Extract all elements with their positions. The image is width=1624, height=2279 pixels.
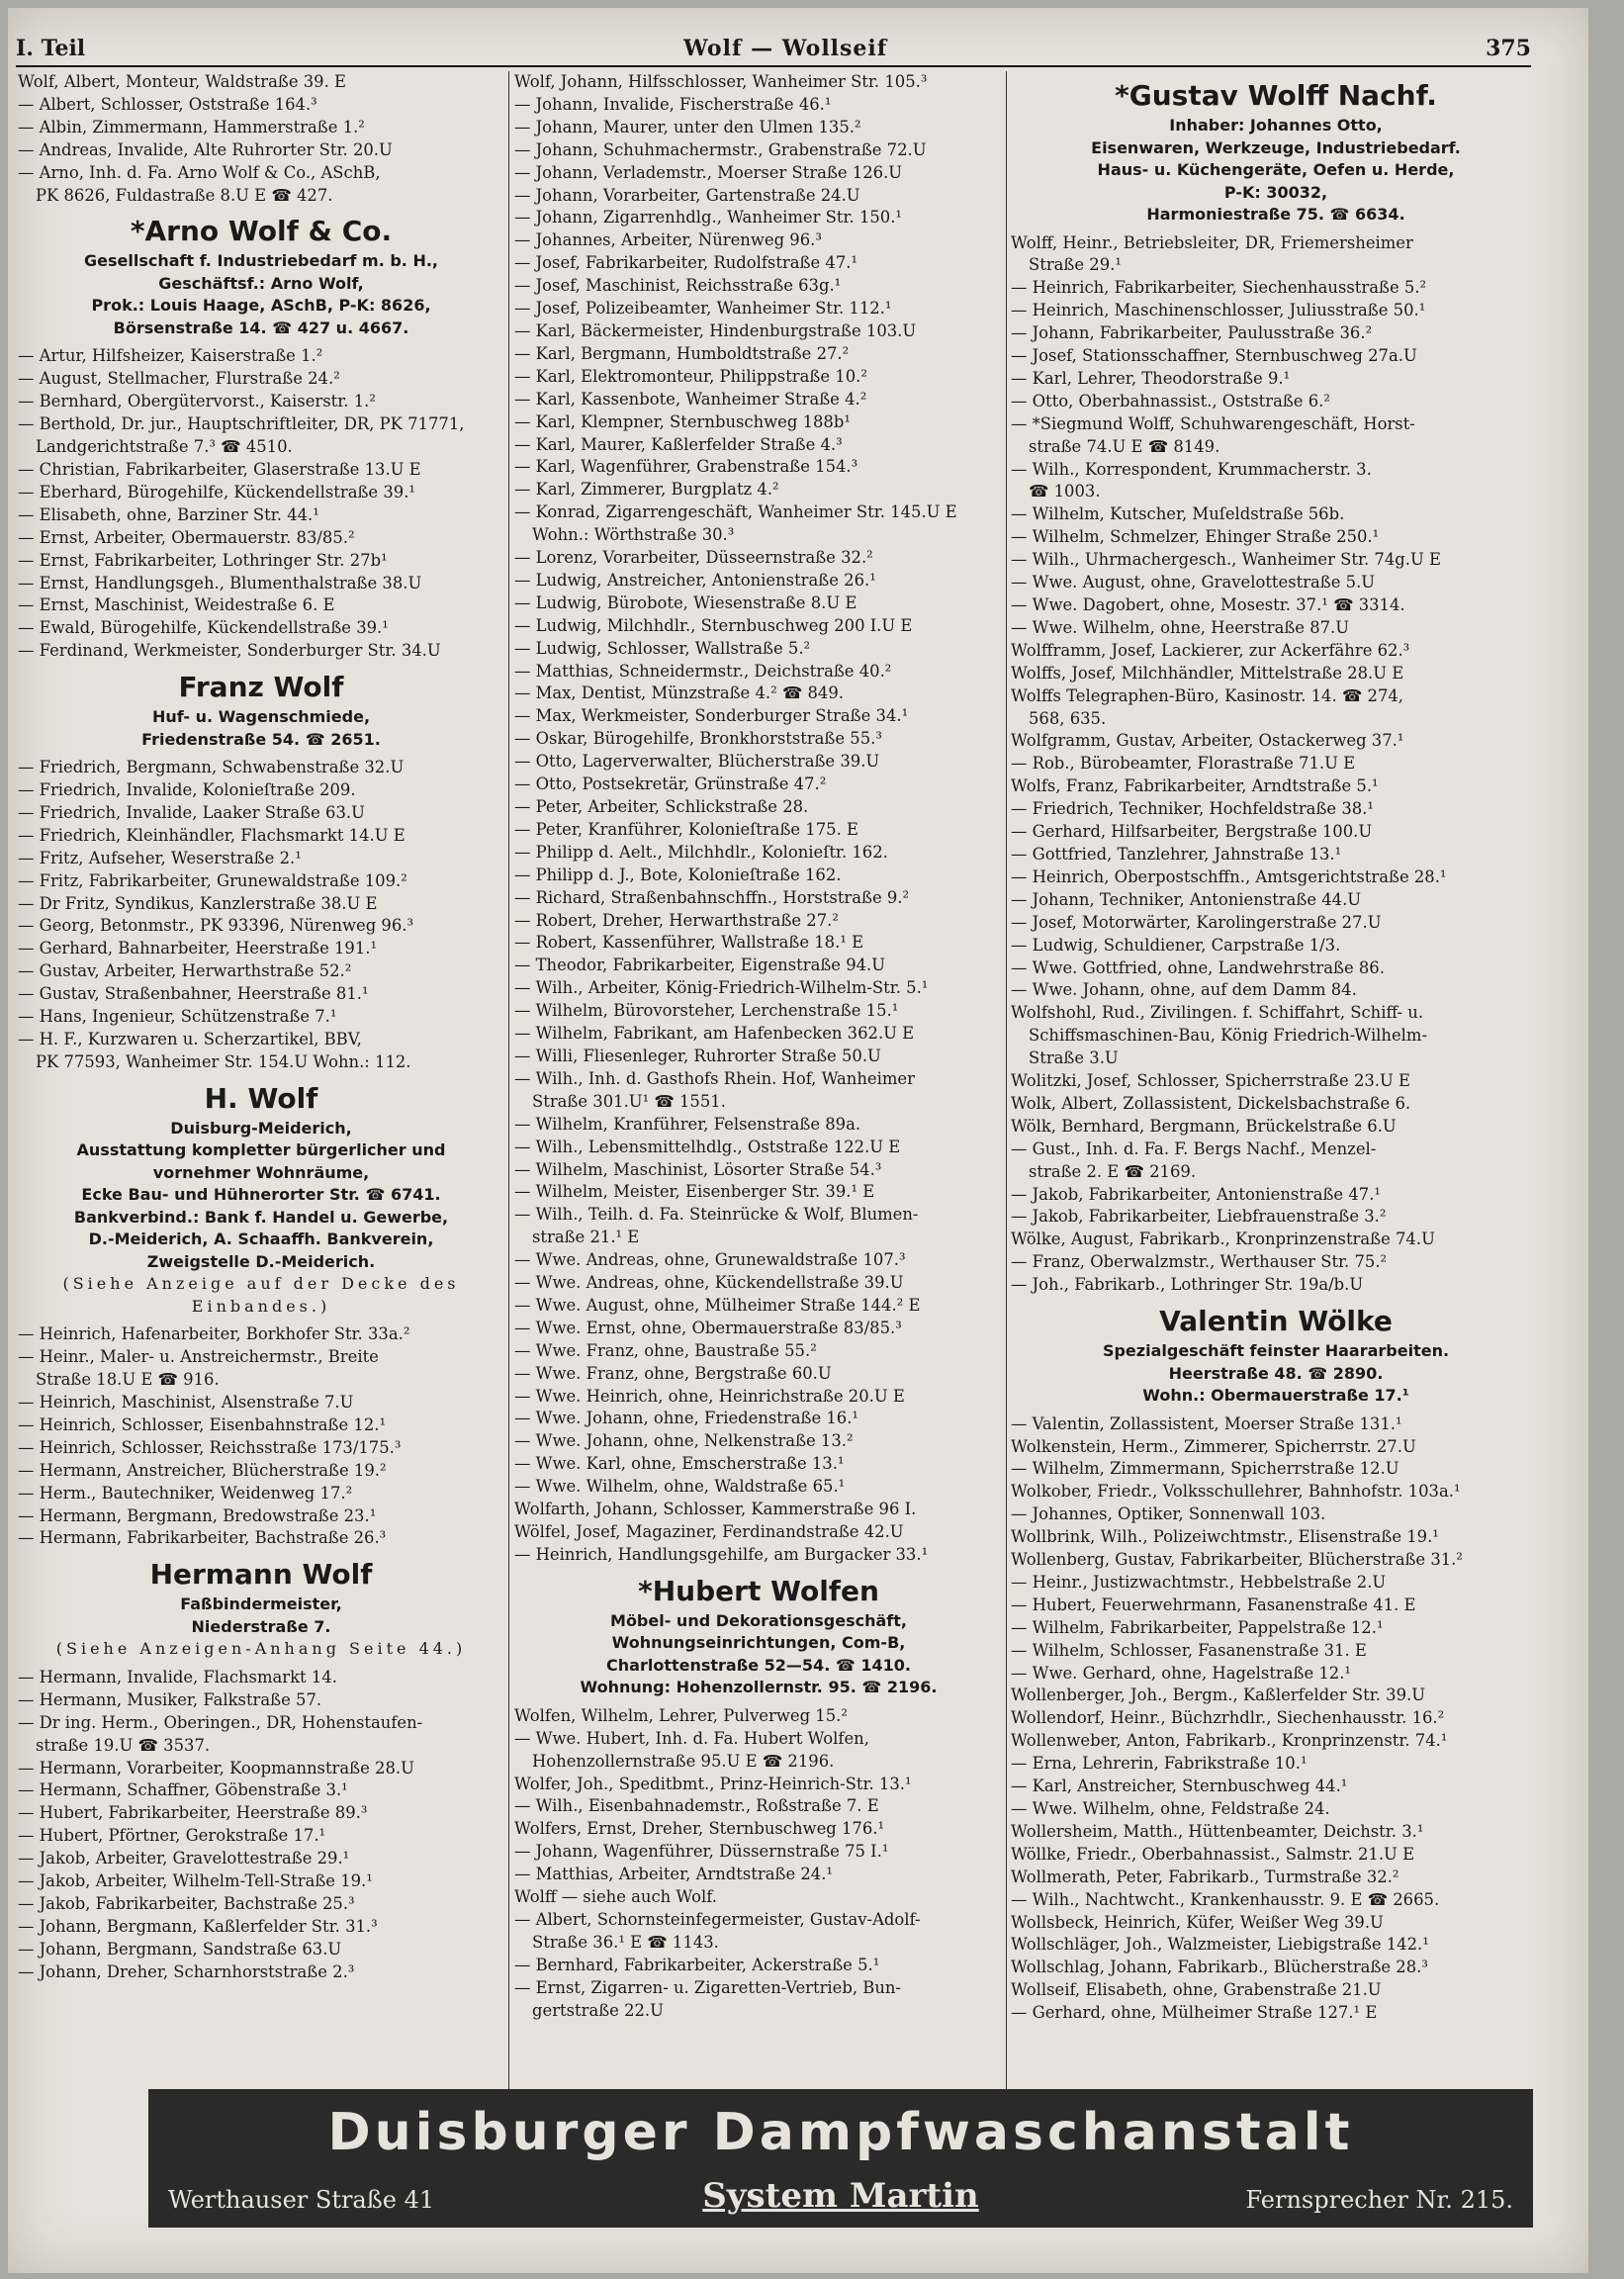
advertisement-line: Möbel- und Dekorationsgeschäft, [610, 1610, 907, 1630]
directory-entry: — Wilhelm, Zimmermann, Spicherrstraße 12.U [1011, 1459, 1399, 1479]
directory-entry: Wolfshohl, Rud., Zivilingen. f. Schiffahrt, Schiff- u. [1011, 1003, 1424, 1023]
directory-entry-continuation: straße 19.U ☎ 3537. [36, 1735, 211, 1755]
advertisement-block [18, 1080, 504, 1319]
directory-entry: — Ernst, Handlungsgeh., Blumenthalstraße 38.U [18, 573, 422, 593]
header-rule [16, 65, 1531, 67]
directory-entry: Wölke, August, Fabrikarb., Kronprinzenstraße 74.U [1011, 1230, 1435, 1249]
directory-entry: — Karl, Lehrer, Theodorstraße 9.¹ [1011, 368, 1291, 388]
advertisement-line: Inhaber: Johannes Otto, [1169, 116, 1383, 135]
directory-entry: — Wwe. Andreas, ohne, Kückendellstraße 39.U [514, 1273, 904, 1293]
directory-entry: — Albin, Zimmermann, Hammerstraße 1.² [18, 117, 365, 137]
directory-entry: — Wwe. Heinrich, ohne, Heinrichstraße 20.U E [514, 1386, 905, 1406]
footer-phone: Fernsprecher Nr. 215. [1245, 2186, 1513, 2214]
advertisement-line: Duisburg-Meiderich, [170, 1118, 352, 1138]
advertisement-line: Geschäftsf.: Arno Wolf, [158, 273, 364, 293]
directory-entry: — Wilhelm, Fabrikarbeiter, Pappelstraße 12.¹ [1011, 1617, 1384, 1637]
directory-entry: — Peter, Kranführer, Kolonieſtraße 175. E [514, 819, 858, 839]
directory-entry: — Josef, Motorwärter, Karolingerstraße 27.U [1011, 912, 1382, 932]
directory-entry: — Heinrich, Fabrikarbeiter, Siechenhausstraße 5.² [1011, 278, 1427, 298]
directory-entry: — Karl, Bäckermeister, Hindenburgstraße 103.U [514, 320, 917, 340]
directory-entry: — Peter, Arbeiter, Schlickstraße 28. [514, 797, 809, 816]
directory-entry: — Robert, Dreher, Herwarthstraße 27.² [514, 910, 839, 930]
directory-entry: — Ernst, Fabrikarbeiter, Lothringer Str. 27b¹ [18, 550, 388, 570]
directory-entry: — Wwe. Gottfried, ohne, Landwehrstraße 86. [1011, 957, 1385, 977]
directory-entry: — Heinr., Maler- u. Anstreichermstr., Breite [18, 1347, 379, 1367]
directory-entry: Wollbrink, Wilh., Polizeiwchtmstr., Elisenstraße 19.¹ [1011, 1527, 1439, 1547]
directory-entry: — Johannes, Optiker, Sonnenwall 103. [1011, 1504, 1326, 1524]
directory-entry: — Heinrich, Schlosser, Reichsstraße 173/175.³ [18, 1437, 402, 1457]
directory-entry: — Wilhelm, Kutscher, Muſeldstraße 56b. [1011, 504, 1345, 524]
directory-entry: — Ludwig, Schlosser, Wallstraße 5.² [514, 638, 811, 658]
directory-entry: — Johann, Verlademstr., Moerser Straße 126.U [514, 162, 903, 182]
directory-entry: — Jakob, Arbeiter, Gravelottestraße 29.¹ [18, 1849, 350, 1869]
footer-advertisement [148, 2089, 1533, 2228]
directory-entry: — Heinrich, Handlungsgehilfe, am Burgacker 33.¹ [514, 1544, 929, 1564]
directory-entry: — Berthold, Dr. jur., Hauptschriftleiter, DR, PK 71771, [18, 414, 465, 434]
directory-entry: Wolfframm, Josef, Lackierer, zur Ackerfähre 62.³ [1011, 640, 1410, 660]
directory-entry: Wolkober, Friedr., Volksschullehrer, Bahnhofstr. 103a.¹ [1011, 1482, 1461, 1502]
directory-entry-continuation: Straße 29.¹ [1029, 255, 1122, 275]
directory-entry: — Wwe. Franz, ohne, Bergstraße 60.U [514, 1363, 832, 1383]
directory-entry: Wollschläger, Joh., Walzmeister, Liebigstraße 142.¹ [1011, 1935, 1429, 1955]
directory-entry: — Otto, Oberbahnassist., Oststraße 6.² [1011, 391, 1330, 410]
directory-entry-continuation: Straße 3.U [1029, 1048, 1119, 1068]
directory-entry-continuation: 568, 635. [1029, 708, 1107, 728]
directory-entry: — Philipp d. Aelt., Milchhdlr., Kolonieſtr. 162. [514, 842, 888, 862]
directory-entry: — Richard, Straßenbahnschffn., Horststraße 9.² [514, 887, 910, 907]
directory-entry: — Wilh., Lebensmittelhdlg., Oststraße 122.U E [514, 1137, 901, 1156]
directory-entry: — Hermann, Schaffner, Göbenstraße 3.¹ [18, 1780, 348, 1800]
advertisement-line: Wohnungseinrichtungen, Com-B, [611, 1633, 906, 1653]
directory-entry: — Eberhard, Bürogehilfe, Kückendellstraße 39.¹ [18, 482, 415, 501]
directory-entry: — Max, Dentist, Münzstraße 4.² ☎ 849. [514, 684, 844, 703]
directory-entry-continuation: Wohn.: Wörthstraße 30.³ [532, 525, 735, 545]
directory-entry: — Konrad, Zigarrengeschäft, Wanheimer Str. 145.U E [514, 502, 957, 522]
directory-entry: — Philipp d. J., Bote, Kolonieſtraße 162. [514, 865, 842, 884]
directory-entry: Wolfer, Joh., Speditbmt., Prinz-Heinrich-Str. 13.¹ [514, 1774, 912, 1793]
directory-entry: — Oskar, Bürogehilfe, Bronkhorststraße 55.³ [514, 729, 882, 749]
directory-entry: — Arno, Inh. d. Fa. Arno Wolf & Co., ASchB, [18, 162, 381, 182]
directory-entry: — Gerhard, ohne, Mülheimer Straße 127.¹ E [1011, 2003, 1378, 2023]
advertisement-note: (Siehe Anzeigen-Anhang Seite 44.) [55, 1639, 467, 1659]
advertisement-line: Ecke Bau- und Hühnerorter Str. ☎ 6741. [81, 1185, 441, 1205]
advertisement-note: Einbandes.) [191, 1296, 331, 1316]
directory-entry: — Wwe. Dagobert, ohne, Mosestr. 37.¹ ☎ 3314. [1011, 595, 1405, 614]
directory-entry: — Wwe. Franz, ohne, Baustraße 55.² [514, 1340, 817, 1360]
directory-entry: — Hermann, Anstreicher, Blücherstraße 19.² [18, 1460, 387, 1480]
directory-entry: — Friedrich, Techniker, Hochfeldstraße 38.¹ [1011, 799, 1374, 819]
directory-entry: — Karl, Maurer, Kaßlerfelder Straße 4.³ [514, 434, 843, 454]
directory-entry: — Heinrich, Maschinenschlosser, Juliusstraße 50.¹ [1011, 301, 1426, 320]
directory-entry: — Rob., Bürobeamter, Florastraße 71.U E [1011, 754, 1356, 774]
directory-entry: — Friedrich, Bergmann, Schwabenstraße 32.U [18, 758, 405, 777]
directory-entry: Wollenweber, Anton, Fabrikarb., Kronprinzenstr. 74.¹ [1011, 1731, 1448, 1751]
directory-entry: — Otto, Lagerverwalter, Blücherstraße 39.U [514, 752, 880, 772]
directory-page [8, 8, 1588, 2273]
directory-entry: — Gustav, Straßenbahner, Heerstraße 81.¹ [18, 984, 369, 1004]
directory-entry: — Wwe. Wilhelm, ohne, Heerstraße 87.U [1011, 617, 1350, 637]
directory-entry: Wolfarth, Johann, Schlosser, Kammerstraße 96 I. [514, 1500, 917, 1519]
directory-entry: Wolfers, Ernst, Dreher, Sternbuschweg 176.¹ [514, 1819, 885, 1839]
advertisement-line: Wohn.: Obermauerstraße 17.¹ [1142, 1386, 1409, 1406]
directory-entry: — *Siegmund Wolff, Schuhwarengeschäft, Horst- [1011, 413, 1415, 433]
directory-entry: — Bernhard, Fabrikarbeiter, Ackerstraße 5.¹ [514, 1955, 880, 1974]
directory-entry: Wollenberger, Joh., Bergm., Kaßlerfelder Str. 39.U [1011, 1686, 1426, 1705]
advertisement-block [18, 669, 504, 751]
column-divider [508, 71, 509, 2099]
directory-entry: — Gerhard, Hilfsarbeiter, Bergstraße 100.U [1011, 822, 1373, 842]
directory-entry: — Wwe. Hubert, Inh. d. Fa. Hubert Wolfen, [514, 1728, 869, 1748]
advertisement-line: Faßbindermeister, [180, 1595, 342, 1614]
directory-entry: — Wwe. August, ohne, Mülheimer Straße 144.² E [514, 1295, 921, 1315]
directory-entry: — Gerhard, Bahnarbeiter, Heerstraße 191.¹ [18, 939, 378, 958]
advertisement-line: Harmoniestraße 75. ☎ 6634. [1146, 205, 1405, 224]
directory-entry: — Hermann, Invalide, Flachsmarkt 14. [18, 1667, 337, 1686]
directory-entry: — Wilhelm, Meister, Eisenberger Str. 39.¹ E [514, 1182, 875, 1202]
column-3 [1011, 71, 1541, 2099]
directory-entry: — Wilhelm, Maschinist, Lösorter Straße 54.³ [514, 1159, 882, 1179]
directory-entry: — Hubert, Pförtner, Gerokstraße 17.¹ [18, 1826, 326, 1846]
advertisement-title: Valentin Wölke [1159, 1305, 1393, 1338]
directory-entry: — Wwe. Johann, ohne, auf dem Damm 84. [1011, 980, 1357, 1000]
directory-entry: — Wwe. Wilhelm, ohne, Feldstraße 24. [1011, 1799, 1330, 1818]
directory-entry: — Wwe. Karl, ohne, Emscherstraße 13.¹ [514, 1454, 845, 1474]
advertisement-line: vornehmer Wohnräume, [152, 1162, 370, 1182]
advertisement-title: *Arno Wolf & Co. [130, 215, 393, 248]
directory-entry: — Robert, Kassenführer, Wallstraße 18.¹ E [514, 933, 864, 953]
directory-entry: Wolfen, Wilhelm, Lehrer, Pulverweg 15.² [514, 1705, 848, 1725]
directory-entry: — Otto, Postsekretär, Grünstraße 47.² [514, 775, 827, 794]
directory-entry: — Ernst, Maschinist, Weidestraße 6. E [18, 595, 335, 615]
directory-entry: Wölfel, Josef, Magaziner, Ferdinandstraße 42.U [514, 1522, 904, 1541]
directory-entry: — Fritz, Aufseher, Weserstraße 2.¹ [18, 848, 302, 867]
directory-entry: — Wilh., Nachtwcht., Krankenhausstr. 9. E ☎ 2665. [1011, 1889, 1440, 1909]
directory-entry-continuation: straße 2. E ☎ 2169. [1029, 1161, 1197, 1181]
directory-entry: — Erna, Lehrerin, Fabrikstraße 10.¹ [1011, 1754, 1308, 1774]
directory-entry-continuation: gertstraße 22.U [532, 2000, 664, 2020]
advertisement-line: Haus- u. Küchengeräte, Oefen u. Herde, [1097, 160, 1455, 179]
directory-entry-continuation: PK 8626, Fuldastraße 8.U E ☎ 427. [36, 185, 333, 205]
directory-entry: — Karl, Klempner, Sternbuschweg 188b¹ [514, 411, 851, 431]
directory-entry: — Wilhelm, Bürovorsteher, Lerchenstraße 15.¹ [514, 1001, 899, 1021]
advertisement-line: Spezialgeschäft feinster Haararbeiten. [1102, 1341, 1450, 1361]
directory-entry: — Hermann, Bergmann, Bredowstraße 23.¹ [18, 1505, 377, 1525]
directory-entry: — Wwe. Andreas, ohne, Grunewaldstraße 107.³ [514, 1250, 906, 1270]
advertisement-block [18, 213, 504, 339]
directory-entry: — Friedrich, Invalide, Kolonieſtraße 209. [18, 780, 356, 800]
directory-entry: — Wilhelm, Kranführer, Felsenstraße 89a. [514, 1114, 861, 1134]
directory-entry-continuation: Hohenzollernstraße 95.U E ☎ 2196. [532, 1751, 835, 1771]
directory-entry: — Karl, Bergmann, Humboldtstraße 27.² [514, 343, 850, 363]
advertisement-block [1011, 1303, 1541, 1408]
directory-entry: — Georg, Betonmstr., PK 93396, Nürenweg 96.³ [18, 916, 414, 936]
directory-entry: — Karl, Wagenführer, Grabenstraße 154.³ [514, 457, 858, 477]
directory-entry: — Wwe. August, ohne, Gravelottestraße 5.U [1011, 573, 1376, 593]
directory-entry: — Wilh., Eisenbahnademstr., Roßstraße 7. E [514, 1796, 879, 1816]
directory-entry: — Johann, Wagenführer, Düssernstraße 75 I.¹ [514, 1842, 889, 1862]
directory-entry: — Artur, Hilfsheizer, Kaiserstraße 1.² [18, 346, 323, 366]
directory-entry-continuation: straße 21.¹ E [532, 1228, 640, 1247]
column-1 [18, 71, 504, 2099]
advertisement-line: Niederstraße 7. [191, 1616, 331, 1636]
directory-entry: Wollendorf, Heinr., Büchzrhdlr., Siechenhausstr. 16.² [1011, 1708, 1445, 1728]
directory-entry: — Johann, Bergmann, Sandstraße 63.U [18, 1939, 342, 1959]
directory-entry: — Matthias, Schneidermstr., Deichstraße 40.² [514, 661, 892, 681]
directory-entry: — Gust., Inh. d. Fa. F. Bergs Nachf., Menzel- [1011, 1139, 1377, 1158]
footer-company: Duisburger Dampfwaschanstalt [327, 2103, 1354, 2162]
advertisement-title: H. Wolf [204, 1081, 318, 1115]
directory-entry: — Johann, Schuhmachermstr., Grabenstraße 72.U [514, 139, 927, 159]
directory-entry: — Hans, Ingenieur, Schützenstraße 7.¹ [18, 1007, 337, 1027]
directory-entry: — Jakob, Fabrikarbeiter, Liebfrauenstraße 3.² [1011, 1207, 1387, 1227]
directory-entry: — Wwe. Wilhelm, ohne, Waldstraße 65.¹ [514, 1477, 846, 1497]
directory-entry: — Heinrich, Hafenarbeiter, Borkhofer Str. 33a.² [18, 1324, 410, 1344]
directory-entry: — Ludwig, Bürobote, Wiesenstraße 8.U E [514, 593, 857, 612]
directory-entry: — Andreas, Invalide, Alte Ruhrorter Str. 20.U [18, 139, 393, 159]
directory-entry: — Jakob, Fabrikarbeiter, Bachstraße 25.³ [18, 1893, 355, 1913]
directory-entry: — Ewald, Bürogehilfe, Kückendellstraße 39.¹ [18, 618, 389, 638]
directory-entry: — Johann, Techniker, Antonienstraße 44.U [1011, 889, 1362, 909]
directory-entry: — Wilh., Inh. d. Gasthofs Rhein. Hof, Wanheimer [514, 1068, 915, 1088]
advertisement-line: Wohnung: Hohenzollernstr. 95. ☎ 2196. [580, 1678, 938, 1697]
directory-entry: — Wilh., Uhrmachergesch., Wanheimer Str. 74g.U E [1011, 550, 1441, 570]
directory-entry: — Hubert, Fabrikarbeiter, Heerstraße 89.³ [18, 1803, 368, 1823]
directory-entry: Wollschlag, Johann, Fabrikarb., Blücherstraße 28.³ [1011, 1958, 1428, 1977]
directory-entry: — Johann, Invalide, Fischerstraße 46.¹ [514, 94, 832, 114]
directory-entry: — Wwe. Gerhard, ohne, Hagelstraße 12.¹ [1011, 1663, 1352, 1683]
directory-entry: — Fritz, Fabrikarbeiter, Grunewaldstraße 109.² [18, 870, 407, 890]
running-head [16, 34, 1531, 63]
directory-entry: Wolfgramm, Gustav, Arbeiter, Ostackerweg 37.¹ [1011, 731, 1404, 751]
advertisement-line: Bankverbind.: Bank f. Handel u. Gewerbe, [73, 1207, 449, 1227]
directory-entry: — Bernhard, Obergütervorst., Kaiserstr. 1.² [18, 392, 376, 411]
directory-entry: — Karl, Elektromonteur, Philippstraße 10.² [514, 366, 867, 386]
page-number: 375 [1486, 36, 1531, 61]
directory-entry: Wölk, Bernhard, Bergmann, Brückelstraße 6.U [1011, 1116, 1397, 1136]
directory-entry: — Valentin, Zollassistent, Moerser Straße 131.¹ [1011, 1413, 1402, 1433]
directory-entry: Wolffs Telegraphen-Büro, Kasinostr. 14. ☎ 274, [1011, 685, 1404, 705]
directory-entry: — Wwe. Johann, ohne, Friedenstraße 16.¹ [514, 1409, 858, 1428]
directory-entry: — Wwe. Johann, ohne, Nelkenstraße 13.² [514, 1431, 854, 1451]
part-label: I. Teil [16, 36, 86, 61]
directory-entry: Wollersheim, Matth., Hüttenbeamter, Deichstr. 3.¹ [1011, 1821, 1424, 1841]
page-range-title: Wolf — Wollseif [683, 36, 888, 61]
directory-entry: Wolfs, Franz, Fabrikarbeiter, Arndtstraße 5.¹ [1011, 776, 1379, 796]
advertisement-title: Franz Wolf [178, 671, 344, 704]
directory-entry: — Hermann, Fabrikarbeiter, Bachstraße 26.³ [18, 1528, 387, 1548]
directory-entry-continuation: Schiffsmaschinen-Bau, König Friedrich-Wilhelm- [1029, 1026, 1428, 1046]
directory-entry: — Wwe. Ernst, ohne, Obermauerstraße 83/85.³ [514, 1318, 902, 1337]
directory-entry: — Max, Werkmeister, Sonderburger Straße 34.¹ [514, 706, 909, 726]
directory-entry: Wöllke, Friedr., Oberbahnassist., Salmstr. 21.U E [1011, 1844, 1415, 1864]
advertisement-title: *Hubert Wolfen [638, 1574, 879, 1607]
directory-entry: Wolf, Albert, Monteur, Waldstraße 39. E [18, 72, 346, 91]
directory-entry: — Johannes, Arbeiter, Nürenweg 96.³ [514, 230, 822, 250]
advertisement-block [514, 1573, 1003, 1699]
directory-entry: — Josef, Stationsschaffner, Sternbuschweg 27a.U [1011, 346, 1417, 366]
directory-entry: — Johann, Dreher, Scharnhorststraße 2.³ [18, 1961, 355, 1981]
advertisement-line: Eisenwaren, Werkzeuge, Industriebedarf. [1091, 137, 1461, 157]
directory-entry: Wolff, Heinr., Betriebsleiter, DR, Friemersheimer [1011, 232, 1413, 252]
directory-entry: — Wilhelm, Schmelzer, Ehinger Straße 250.¹ [1011, 527, 1380, 547]
directory-entry-continuation: Straße 18.U E ☎ 916. [36, 1370, 220, 1390]
directory-entry: — Josef, Fabrikarbeiter, Rudolfstraße 47.¹ [514, 253, 858, 273]
directory-entry: — Lorenz, Vorarbeiter, Düsseernstraße 32.² [514, 548, 873, 568]
directory-entry: Wolk, Albert, Zollassistent, Dickelsbachstraße 6. [1011, 1093, 1411, 1113]
directory-entry: — Albert, Schornsteinfegermeister, Gustav-Adolf- [514, 1909, 921, 1929]
directory-entry: — Elisabeth, ohne, Barziner Str. 44.¹ [18, 504, 319, 524]
directory-entry: — Gustav, Arbeiter, Herwarthstraße 52.² [18, 961, 352, 981]
directory-entry: — Joh., Fabrikarb., Lothringer Str. 19a/b.U [1011, 1275, 1364, 1295]
advertisement-line: Gesellschaft f. Industriebedarf m. b. H., [84, 251, 438, 271]
directory-entry: Wolf, Johann, Hilfsschlosser, Wanheimer Str. 105.³ [514, 72, 928, 91]
directory-entry: — Johann, Vorarbeiter, Gartenstraße 24.U [514, 185, 860, 205]
directory-entry: — H. F., Kurzwaren u. Scherzartikel, BBV, [18, 1030, 362, 1048]
directory-entry: — Theodor, Fabrikarbeiter, Eigenstraße 94.U [514, 956, 886, 975]
directory-entry: — Hermann, Musiker, Falkstraße 57. [18, 1689, 322, 1709]
directory-entry: — Johann, Fabrikarbeiter, Paulusstraße 36.² [1011, 323, 1373, 343]
column-2 [514, 71, 1003, 2099]
directory-entry: — Josef, Polizeibeamter, Wanheimer Str. 112.¹ [514, 299, 892, 319]
directory-entry-continuation: Landgerichtstraße 7.³ ☎ 4510. [36, 437, 293, 457]
advertisement-line: Börsenstraße 14. ☎ 427 u. 4667. [113, 318, 409, 337]
directory-entry: — Karl, Anstreicher, Sternbuschweg 44.¹ [1011, 1777, 1348, 1796]
directory-entry: — Ernst, Zigarren- u. Zigaretten-Vertrieb, Bun- [514, 1977, 901, 1997]
directory-entry: — Wilh., Arbeiter, König-Friedrich-Wilhelm-Str. 5.¹ [514, 978, 929, 998]
directory-entry: — Ludwig, Schuldiener, Carpstraße 1/3. [1011, 935, 1341, 955]
directory-entry: — Ludwig, Milchhdlr., Sternbuschweg 200 I.U E [514, 615, 913, 635]
footer-system: System Martin [702, 2176, 979, 2216]
directory-entry: — Heinr., Justizwachtmstr., Hebbelstraße 2.U [1011, 1572, 1387, 1592]
directory-entry: Wolkenstein, Herm., Zimmerer, Spicherrstr. 27.U [1011, 1436, 1416, 1456]
directory-entry: Wollseif, Elisabeth, ohne, Grabenstraße 21.U [1011, 1980, 1382, 2000]
directory-entry: — Heinrich, Oberpostschffn., Amtsgerichtstraße 28.¹ [1011, 866, 1447, 886]
directory-entry: Wolff — siehe auch Wolf. [514, 1887, 717, 1907]
directory-entry: — Albert, Schlosser, Oststraße 164.³ [18, 94, 317, 114]
directory-entry: — August, Stellmacher, Flurstraße 24.² [18, 369, 340, 389]
advertisement-line: P-K: 30032, [1223, 182, 1328, 202]
directory-entry: — Wilh., Teilh. d. Fa. Steinrücke & Wolf, Blumen- [514, 1205, 919, 1225]
directory-entry: — Ernst, Arbeiter, Obermauerstr. 83/85.² [18, 527, 355, 547]
directory-entry-continuation: PK 77593, Wanheimer Str. 154.U Wohn.: 112. [36, 1051, 411, 1071]
directory-entry: Wolitzki, Josef, Schlosser, Spicherrstraße 23.U E [1011, 1071, 1410, 1091]
directory-entry: — Ludwig, Anstreicher, Antonienstraße 26.¹ [514, 570, 876, 590]
directory-entry: — Hermann, Vorarbeiter, Koopmannstraße 28.U [18, 1758, 414, 1778]
advertisement-line: Prok.: Louis Haage, ASchB, P-K: 8626, [91, 296, 431, 316]
directory-entry: — Herm., Bautechniker, Weidenweg 17.² [18, 1483, 353, 1503]
footer-address: Werthauser Straße 41 [168, 2186, 435, 2214]
directory-entry: — Johann, Bergmann, Kaßlerfelder Str. 31.³ [18, 1916, 378, 1936]
directory-entry: — Wilhelm, Fabrikant, am Hafenbecken 362.U E [514, 1024, 915, 1044]
directory-entry: — Ferdinand, Werkmeister, Sonderburger Str. 34.U [18, 641, 441, 661]
advertisement-note: (Siehe Anzeige auf der Decke des [62, 1274, 460, 1294]
column-divider [1006, 71, 1007, 2099]
advertisement-title: *Gustav Wolff Nachf. [1115, 79, 1437, 112]
advertisement-line: Zweigstelle D.-Meiderich. [146, 1251, 376, 1271]
directory-entry: — Wilh., Korrespondent, Krummacherstr. 3. [1011, 459, 1372, 479]
advertisement-block [18, 1556, 504, 1661]
directory-entry: — Hubert, Feuerwehrmann, Fasanenstraße 41. E [1011, 1595, 1416, 1614]
directory-entry: — Jakob, Arbeiter, Wilhelm-Tell-Straße 19.¹ [18, 1871, 373, 1891]
directory-entry: — Wilhelm, Schlosser, Fasanenstraße 31. E [1011, 1640, 1367, 1660]
directory-entry: — Karl, Kassenbote, Wanheimer Straße 4.² [514, 389, 867, 409]
directory-entry: — Willi, Fliesenleger, Ruhrorter Straße 50.U [514, 1046, 881, 1065]
directory-entry: Wollmerath, Peter, Fabrikarb., Turmstraße 32.² [1011, 1867, 1399, 1886]
advertisement-line: Charlottenstraße 52—54. ☎ 1410. [606, 1655, 911, 1675]
advertisement-block [1011, 77, 1541, 227]
directory-entry: — Gottfried, Tanzlehrer, Jahnstraße 13.¹ [1011, 844, 1342, 864]
advertisement-line: Ausstattung kompletter bürgerlicher und [76, 1140, 446, 1160]
directory-entry: — Dr Fritz, Syndikus, Kanzlerstraße 38.U E [18, 893, 378, 913]
advertisement-line: Huf- u. Wagenschmiede, [151, 707, 371, 727]
directory-entry-continuation: straße 74.U E ☎ 8149. [1029, 436, 1220, 456]
directory-entry: — Matthias, Arbeiter, Arndtstraße 24.¹ [514, 1865, 833, 1884]
directory-entry: — Heinrich, Schlosser, Eisenbahnstraße 12.¹ [18, 1414, 387, 1434]
directory-entry: — Karl, Zimmerer, Burgplatz 4.² [514, 480, 779, 500]
directory-entry-continuation: Straße 36.¹ E ☎ 1143. [532, 1932, 719, 1952]
directory-entry: — Johann, Zigarrenhdlg., Wanheimer Str. 150.¹ [514, 208, 903, 228]
directory-entry: — Friedrich, Kleinhändler, Flachsmarkt 14.U E [18, 825, 406, 845]
directory-entry-continuation: Straße 301.U¹ ☎ 1551. [532, 1091, 726, 1111]
directory-entry: — Dr ing. Herm., Oberingen., DR, Hohenstaufen- [18, 1712, 423, 1732]
directory-entry: — Friedrich, Invalide, Laaker Straße 63.U [18, 802, 365, 822]
directory-entry: — Johann, Maurer, unter den Ulmen 135.² [514, 117, 861, 137]
advertisement-line: D.-Meiderich, A. Schaaffh. Bankverein, [88, 1230, 434, 1249]
advertisement-title: Hermann Wolf [149, 1558, 373, 1592]
advertisement-line: Friedenstraße 54. ☎ 2651. [141, 729, 381, 749]
directory-entry: Wollenberg, Gustav, Fabrikarbeiter, Blücherstraße 31.² [1011, 1550, 1463, 1570]
advertisement-line: Heerstraße 48. ☎ 2890. [1168, 1363, 1384, 1383]
directory-entry: — Christian, Fabrikarbeiter, Glaserstraße 13.U E [18, 459, 421, 479]
directory-entry: — Heinrich, Maschinist, Alsenstraße 7.U [18, 1393, 354, 1413]
directory-entry: — Jakob, Fabrikarbeiter, Antonienstraße 47.¹ [1011, 1184, 1381, 1204]
directory-entry: — Josef, Maschinist, Reichsstraße 63g.¹ [514, 276, 842, 296]
directory-entry: Wollsbeck, Heinrich, Küfer, Weißer Weg 39.U [1011, 1912, 1384, 1932]
directory-entry: Wolffs, Josef, Milchhändler, Mittelstraße 28.U E [1011, 663, 1404, 683]
directory-entry: — Franz, Oberwalzmstr., Werthauser Str. 75.² [1011, 1252, 1388, 1272]
directory-entry-continuation: ☎ 1003. [1029, 482, 1101, 501]
